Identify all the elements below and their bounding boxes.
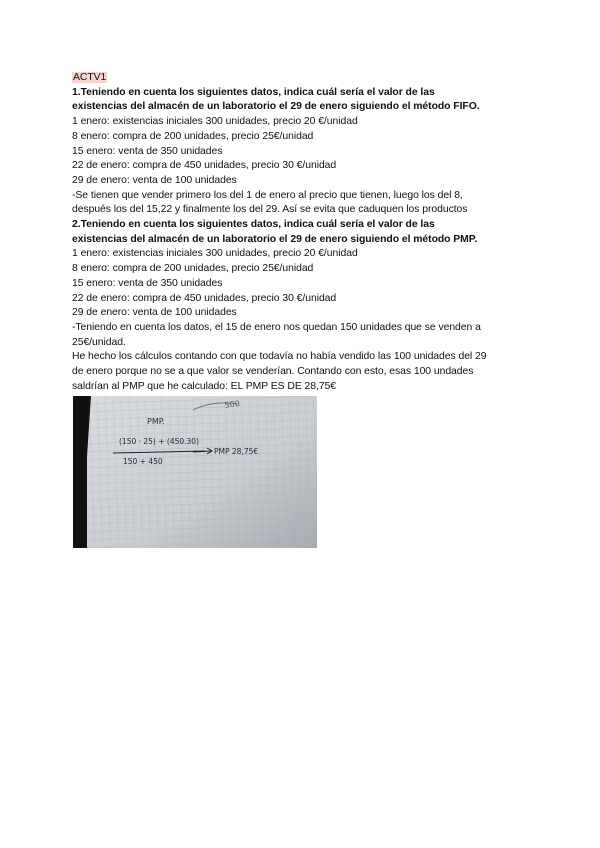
q2-title-line-1: 2.Teniendo en cuenta los siguientes datos, indica cuál sería el valor de las [72,219,435,231]
q1-item: 1 enero: existencias iniciales 300 unidades, precio 20 €/unidad [72,116,358,128]
q1-item: 15 enero: venta de 350 unidades [72,145,223,157]
document-body [72,71,532,394]
q2-item: 1 enero: existencias iniciales 300 unidades, precio 20 €/unidad [72,248,358,260]
q2-extra-line-3: saldrían al PMP que he calculado: EL PMP ES DE 28,75€ [72,380,337,392]
activity-header [72,71,532,86]
q2-extra-line-1: He hecho los cálculos contando con que todavía no había vendido las 100 unidades del 29 [72,351,487,363]
q1-answer-line-2: después los del 15,22 y finalmente los del 29. Así se evita que caduquen los productos [72,204,468,216]
q1-item: 29 de enero: venta de 100 unidades [72,174,237,186]
pmp-label: PMP. [147,417,165,426]
q2-item: 22 de enero: compra de 450 unidades, precio 30 €/unidad [72,292,337,304]
q2-title-line-2: existencias del almacén de un laboratorio el 29 de enero siguiendo el método PMP. [72,233,478,245]
q2-item: 15 enero: venta de 350 unidades [72,277,223,289]
q1-item: 8 enero: compra de 200 unidades, precio 25€/unidad [72,130,314,142]
formula-numerator: (150 · 25) + (450.30) [119,437,200,446]
q2-extra-line-2: de enero porque no se a que valor se venderían. Contando con esto, esas 100 undades [72,366,474,378]
formula-result: PMP 28,75€ [214,447,259,456]
formula-denominator: 150 + 450 [123,457,163,466]
q2-item: 8 enero: compra de 200 unidades, precio 25€/unidad [72,263,314,275]
notebook-photo-drawing [73,396,317,548]
q1-title-line-1: 1.Teniendo en cuenta los siguientes datos, indica cuál sería el valor de las [72,86,435,98]
q2-item: 29 de enero: venta de 100 unidades [72,307,237,319]
q1-answer-line-1: -Se tienen que vender primero los del 1 de enero al precio que tienen, luego los del 8, [72,189,463,201]
q2-answer-line-1: -Teniendo en cuenta los datos, el 15 de enero nos quedan 150 unidades que se venden a [72,321,481,333]
scribble-top: 500 [224,398,241,410]
activity-tag: ACTV1 [73,72,107,83]
q1-item: 22 de enero: compra de 450 unidades, precio 30 €/unidad [72,160,337,172]
q2-answer-line-2: 25€/unidad. [72,336,126,348]
q1-title-line-2: existencias del almacén de un laboratorio el 29 de enero siguiendo el método FIFO. [72,101,480,113]
handwritten-calculation-photo [73,396,317,548]
